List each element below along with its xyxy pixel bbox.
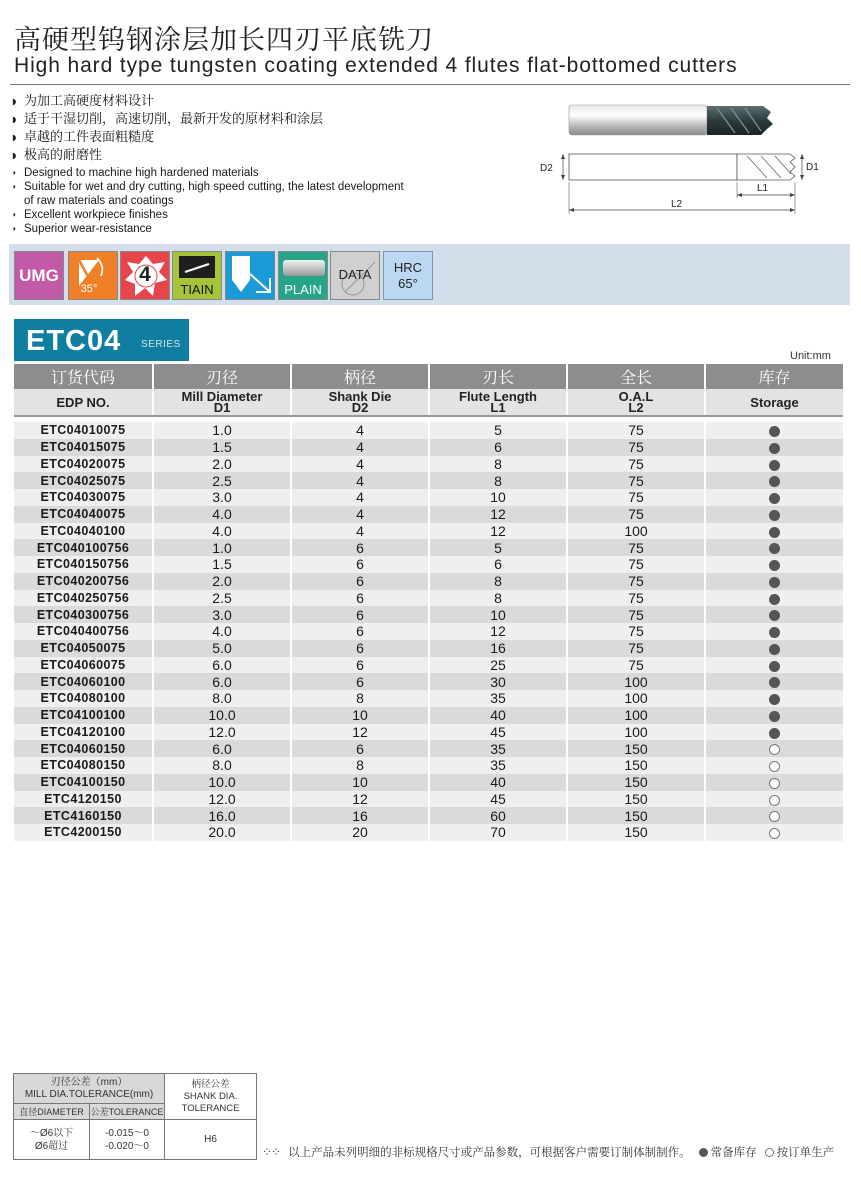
table-row	[14, 539, 843, 556]
cell-storage	[705, 556, 843, 573]
col-header-en: Storage	[705, 389, 843, 416]
cell-shank-diameter: 16	[291, 807, 429, 824]
cell-overall-length: 75	[567, 472, 705, 489]
cell-edp: ETC04050075	[14, 640, 153, 657]
cell-shank-diameter: 6	[291, 673, 429, 690]
in-stock-dot-icon	[769, 577, 780, 588]
cell-flute-length: 30	[429, 673, 567, 690]
features-cn-list	[12, 93, 323, 165]
bullet-icon: ◗	[12, 151, 17, 160]
col-header-cn: 订货代码	[14, 364, 153, 389]
cell-edp: ETC040100756	[14, 539, 153, 556]
in-stock-dot-icon	[769, 711, 780, 722]
table-row	[14, 623, 843, 640]
made-to-order-dot-icon	[769, 811, 780, 822]
cell-edp: ETC040400756	[14, 623, 153, 640]
cell-overall-length: 75	[567, 623, 705, 640]
cell-shank-diameter: 6	[291, 740, 429, 757]
table-row	[14, 774, 843, 791]
table-row	[14, 590, 843, 607]
table-row	[14, 640, 843, 657]
cell-shank-diameter: 4	[291, 439, 429, 456]
made-to-order-dot-icon	[769, 828, 780, 839]
cell-shank-diameter: 6	[291, 606, 429, 623]
cell-mill-diameter: 1.5	[153, 439, 291, 456]
cell-overall-length: 75	[567, 439, 705, 456]
data-icon: DATA	[330, 251, 380, 300]
cell-overall-length: 100	[567, 523, 705, 540]
cell-edp: ETC040250756	[14, 590, 153, 607]
cell-flute-length: 40	[429, 707, 567, 724]
table-row	[14, 824, 843, 841]
cell-edp: ETC04010075	[14, 422, 153, 439]
table-row	[14, 673, 843, 690]
shank-tolerance-value: H6	[165, 1120, 257, 1160]
cell-edp: ETC04015075	[14, 439, 153, 456]
cell-flute-length: 6	[429, 556, 567, 573]
col-header-en: Mill Diameter D1	[153, 389, 291, 416]
col-header-en: EDP NO.	[14, 389, 153, 416]
cell-mill-diameter: 8.0	[153, 690, 291, 707]
title-divider	[10, 84, 850, 85]
cell-overall-length: 100	[567, 707, 705, 724]
cell-overall-length: 75	[567, 573, 705, 590]
cell-overall-length: 75	[567, 489, 705, 506]
cell-edp: ETC04120100	[14, 724, 153, 741]
diagram-label-l2: L2	[671, 199, 683, 210]
cell-shank-diameter: 12	[291, 724, 429, 741]
table-row	[14, 707, 843, 724]
col-header-en: O.A.L L2	[567, 389, 705, 416]
diagram-shank	[569, 154, 737, 180]
cell-overall-length: 100	[567, 673, 705, 690]
in-stock-dot-icon	[769, 661, 780, 672]
cell-shank-diameter: 10	[291, 774, 429, 791]
cell-edp: ETC04020075	[14, 456, 153, 473]
table-row	[14, 556, 843, 573]
shank-tolerance-header: 柄径公差 SHANK DIA. TOLERANCE	[165, 1074, 257, 1120]
cell-flute-length: 8	[429, 590, 567, 607]
cell-edp: ETC040300756	[14, 606, 153, 623]
cell-flute-length: 5	[429, 539, 567, 556]
cell-storage	[705, 590, 843, 607]
cell-storage	[705, 539, 843, 556]
cell-flute-length: 35	[429, 740, 567, 757]
cutting-icon-graphic	[226, 252, 275, 300]
cell-mill-diameter: 2.0	[153, 456, 291, 473]
cell-mill-diameter: 5.0	[153, 640, 291, 657]
cell-flute-length: 10	[429, 489, 567, 506]
cell-shank-diameter: 4	[291, 523, 429, 540]
cell-edp: ETC4200150	[14, 824, 153, 841]
four-flute-icon: 4	[120, 251, 170, 300]
features-en-list	[12, 166, 404, 236]
cell-flute-length: 16	[429, 640, 567, 657]
col-header-en: Shank Die D2	[291, 389, 429, 416]
cell-storage	[705, 623, 843, 640]
cell-flute-length: 25	[429, 657, 567, 674]
order-dot-icon	[765, 1148, 774, 1157]
stock-dot-icon	[699, 1148, 708, 1157]
cell-overall-length: 75	[567, 456, 705, 473]
cell-mill-diameter: 4.0	[153, 506, 291, 523]
cell-storage	[705, 824, 843, 841]
cell-storage	[705, 439, 843, 456]
in-stock-dot-icon	[769, 627, 780, 638]
cell-shank-diameter: 6	[291, 590, 429, 607]
cell-storage	[705, 472, 843, 489]
tool-photo-shank	[569, 105, 707, 135]
cell-flute-length: 40	[429, 774, 567, 791]
unit-label: Unit:mm	[790, 350, 831, 362]
umg-material-icon: UMG	[14, 251, 64, 300]
page-title-en: High hard type tungsten coating extended 4 flutes flat-bottomed cutters	[14, 54, 738, 77]
cell-mill-diameter: 1.5	[153, 556, 291, 573]
cell-mill-diameter: 1.0	[153, 422, 291, 439]
in-stock-dot-icon	[769, 644, 780, 655]
cell-shank-diameter: 4	[291, 472, 429, 489]
cell-overall-length: 100	[567, 690, 705, 707]
in-stock-dot-icon	[769, 476, 780, 487]
cell-edp: ETC04060100	[14, 673, 153, 690]
cell-mill-diameter: 2.5	[153, 472, 291, 489]
series-code: ETC04	[26, 325, 122, 357]
feature-en-continuation: of raw materials and coatings	[24, 195, 174, 207]
cell-overall-length: 75	[567, 640, 705, 657]
cell-mill-diameter: 12.0	[153, 791, 291, 808]
cell-mill-diameter: 2.5	[153, 590, 291, 607]
cell-storage	[705, 774, 843, 791]
table-row	[14, 657, 843, 674]
footnote	[262, 1144, 834, 1160]
cell-overall-length: 100	[567, 724, 705, 741]
cell-edp: ETC4160150	[14, 807, 153, 824]
cell-mill-diameter: 8.0	[153, 757, 291, 774]
feature-cn-item: ◗ 卓越的工件表面粗糙度	[12, 130, 155, 145]
made-to-order-dot-icon	[769, 778, 780, 789]
table-row	[14, 740, 843, 757]
legend-order-label: 按订单生产	[776, 1145, 835, 1159]
cell-flute-length: 12	[429, 506, 567, 523]
table-row	[14, 807, 843, 824]
cell-overall-length: 75	[567, 506, 705, 523]
cell-mill-diameter: 4.0	[153, 623, 291, 640]
bullet-icon: ◗	[12, 133, 17, 142]
cell-shank-diameter: 4	[291, 489, 429, 506]
table-row	[14, 422, 843, 439]
cell-storage	[705, 606, 843, 623]
cell-mill-diameter: 20.0	[153, 824, 291, 841]
cell-storage	[705, 791, 843, 808]
cell-storage	[705, 573, 843, 590]
cell-shank-diameter: 6	[291, 640, 429, 657]
table-row	[14, 791, 843, 808]
cell-storage	[705, 724, 843, 741]
cell-edp: ETC040200756	[14, 573, 153, 590]
cell-storage	[705, 523, 843, 540]
cell-edp: ETC04100100	[14, 707, 153, 724]
cell-edp: ETC04030075	[14, 489, 153, 506]
cell-storage	[705, 740, 843, 757]
cell-shank-diameter: 6	[291, 539, 429, 556]
cell-overall-length: 150	[567, 757, 705, 774]
cell-mill-diameter: 6.0	[153, 673, 291, 690]
cell-edp: ETC4120150	[14, 791, 153, 808]
table-row	[14, 690, 843, 707]
footnote-text: 以上产品未列明细的非标规格尺寸或产品参数，可根据客户需要订制体制制作。	[288, 1145, 691, 1159]
cell-flute-length: 45	[429, 791, 567, 808]
cell-overall-length: 150	[567, 774, 705, 791]
cell-storage	[705, 807, 843, 824]
cell-shank-diameter: 8	[291, 757, 429, 774]
diagram-flutes	[737, 154, 795, 180]
cell-shank-diameter: 12	[291, 791, 429, 808]
cell-overall-length: 75	[567, 657, 705, 674]
cell-edp: ETC04040100	[14, 523, 153, 540]
tiain-coating-icon: TIAIN	[172, 251, 222, 300]
cell-flute-length: 8	[429, 456, 567, 473]
cell-overall-length: 150	[567, 791, 705, 808]
cell-edp: ETC04080150	[14, 757, 153, 774]
table-row	[14, 506, 843, 523]
in-stock-dot-icon	[769, 594, 780, 605]
diagram-label-d1: D1	[806, 162, 819, 173]
cell-shank-diameter: 8	[291, 690, 429, 707]
in-stock-dot-icon	[769, 677, 780, 688]
cell-shank-diameter: 4	[291, 456, 429, 473]
cell-flute-length: 70	[429, 824, 567, 841]
cell-mill-diameter: 10.0	[153, 707, 291, 724]
cell-overall-length: 75	[567, 556, 705, 573]
cell-shank-diameter: 6	[291, 573, 429, 590]
end-mill-diagram	[535, 98, 835, 220]
feature-en-item: ◗ Excellent workpiece finishes	[12, 209, 168, 221]
cell-flute-length: 45	[429, 724, 567, 741]
cell-flute-length: 6	[429, 439, 567, 456]
in-stock-dot-icon	[769, 493, 780, 504]
col-header-cn: 刃长	[429, 364, 567, 389]
col-header-cn: 柄径	[291, 364, 429, 389]
table-row	[14, 573, 843, 590]
cell-mill-diameter: 10.0	[153, 774, 291, 791]
cell-overall-length: 150	[567, 740, 705, 757]
cell-storage	[705, 707, 843, 724]
cell-mill-diameter: 1.0	[153, 539, 291, 556]
cell-flute-length: 35	[429, 690, 567, 707]
bullet-icon: ◗	[12, 224, 17, 233]
feature-cn-item: ◗ 极高的耐磨性	[12, 148, 103, 163]
cell-storage	[705, 757, 843, 774]
cell-mill-diameter: 3.0	[153, 489, 291, 506]
cell-edp: ETC04060075	[14, 657, 153, 674]
tolerance-col-header: 公差TOLERANCE	[90, 1104, 165, 1120]
cell-flute-length: 12	[429, 623, 567, 640]
in-stock-dot-icon	[769, 694, 780, 705]
cell-overall-length: 75	[567, 539, 705, 556]
table-body	[14, 416, 843, 841]
col-header-cn: 全长	[567, 364, 705, 389]
plain-shank-icon: PLAIN	[278, 251, 328, 300]
cell-shank-diameter: 4	[291, 506, 429, 523]
bullet-icon: ◗	[12, 97, 17, 106]
mill-tolerance-header: 刃径公差（mm） MILL DIA.TOLERANCE(mm)	[14, 1074, 165, 1104]
diameter-col-header: 直径DIAMETER	[14, 1104, 90, 1120]
table-row	[14, 439, 843, 456]
hrc-hardness-icon: HRC 65°	[383, 251, 433, 300]
col-header-cn: 刃径	[153, 364, 291, 389]
in-stock-dot-icon	[769, 510, 780, 521]
in-stock-dot-icon	[769, 728, 780, 739]
diagram-label-d2: D2	[540, 163, 553, 174]
in-stock-dot-icon	[769, 610, 780, 621]
in-stock-dot-icon	[769, 543, 780, 554]
cell-overall-length: 150	[567, 807, 705, 824]
bullet-icon: ◗	[12, 115, 17, 124]
cell-storage	[705, 690, 843, 707]
shank-swatch	[283, 260, 325, 276]
cell-mill-diameter: 12.0	[153, 724, 291, 741]
cell-storage	[705, 456, 843, 473]
cell-shank-diameter: 10	[291, 707, 429, 724]
cell-edp: ETC04060150	[14, 740, 153, 757]
table-row	[14, 472, 843, 489]
table-row	[14, 724, 843, 741]
bullet-icon: ◗	[12, 168, 17, 177]
cell-storage	[705, 489, 843, 506]
diagram-label-l1: L1	[757, 183, 769, 194]
diameter-ranges: ～Ø6以下 Ø6超过	[14, 1120, 90, 1160]
cell-edp: ETC04025075	[14, 472, 153, 489]
table-row	[14, 757, 843, 774]
table-row	[14, 606, 843, 623]
grid-dots-icon: ⁘⁘	[262, 1145, 281, 1159]
series-badge	[14, 319, 189, 361]
in-stock-dot-icon	[769, 527, 780, 538]
cell-flute-length: 10	[429, 606, 567, 623]
cell-storage	[705, 640, 843, 657]
cell-edp: ETC04040075	[14, 506, 153, 523]
cell-mill-diameter: 16.0	[153, 807, 291, 824]
feature-en-item: ◗ Designed to machine high hardened materials	[12, 167, 259, 179]
cell-storage	[705, 506, 843, 523]
cell-flute-length: 60	[429, 807, 567, 824]
table-header-cn	[14, 364, 843, 389]
series-label: SERIES	[141, 339, 181, 350]
in-stock-dot-icon	[769, 460, 780, 471]
cell-flute-length: 35	[429, 757, 567, 774]
cell-shank-diameter: 6	[291, 556, 429, 573]
feature-cn-item: ◗ 适于干湿切削，高速切削，最新开发的原材料和涂层	[12, 112, 324, 127]
table-row	[14, 489, 843, 506]
helix-angle-icon: 35°	[68, 251, 118, 300]
cell-mill-diameter: 6.0	[153, 740, 291, 757]
cell-shank-diameter: 20	[291, 824, 429, 841]
feature-cn-item: ◗ 为加工高硬度材料设计	[12, 94, 155, 109]
cell-edp: ETC040150756	[14, 556, 153, 573]
made-to-order-dot-icon	[769, 795, 780, 806]
feature-en-item: ◗ Superior wear-resistance	[12, 223, 152, 235]
page-title-cn: 高硬型钨钢涂层加长四刃平底铣刀	[14, 25, 434, 56]
cell-edp: ETC04100150	[14, 774, 153, 791]
bullet-icon: ◗	[12, 182, 17, 191]
product-table	[14, 364, 843, 841]
cell-overall-length: 75	[567, 590, 705, 607]
cell-shank-diameter: 4	[291, 422, 429, 439]
cell-flute-length: 8	[429, 573, 567, 590]
cell-edp: ETC04080100	[14, 690, 153, 707]
cell-mill-diameter: 4.0	[153, 523, 291, 540]
cell-storage	[705, 657, 843, 674]
in-stock-dot-icon	[769, 443, 780, 454]
cell-shank-diameter: 6	[291, 623, 429, 640]
cell-overall-length: 75	[567, 606, 705, 623]
bullet-icon: ◗	[12, 210, 17, 219]
cell-flute-length: 8	[429, 472, 567, 489]
in-stock-dot-icon	[769, 560, 780, 571]
col-header-en: Flute Length L1	[429, 389, 567, 416]
center-cutting-icon	[225, 251, 275, 300]
tolerance-table	[13, 1073, 257, 1160]
table-row	[14, 523, 843, 540]
cell-mill-diameter: 6.0	[153, 657, 291, 674]
in-stock-dot-icon	[769, 426, 780, 437]
feature-en-item: ◗ Suitable for wet and dry cutting, high speed cutting, the latest development	[12, 181, 404, 193]
cell-flute-length: 5	[429, 422, 567, 439]
tolerance-values: -0.015～0 -0.020～0	[90, 1120, 165, 1160]
cell-shank-diameter: 6	[291, 657, 429, 674]
legend-stock-label: 常备库存	[710, 1145, 757, 1159]
cell-flute-length: 12	[429, 523, 567, 540]
cell-overall-length: 150	[567, 824, 705, 841]
made-to-order-dot-icon	[769, 761, 780, 772]
table-row	[14, 456, 843, 473]
table-header-en	[14, 389, 843, 416]
cell-mill-diameter: 2.0	[153, 573, 291, 590]
col-header-cn: 库存	[705, 364, 843, 389]
cell-overall-length: 75	[567, 422, 705, 439]
cell-storage	[705, 673, 843, 690]
cell-storage	[705, 422, 843, 439]
made-to-order-dot-icon	[769, 744, 780, 755]
cell-mill-diameter: 3.0	[153, 606, 291, 623]
